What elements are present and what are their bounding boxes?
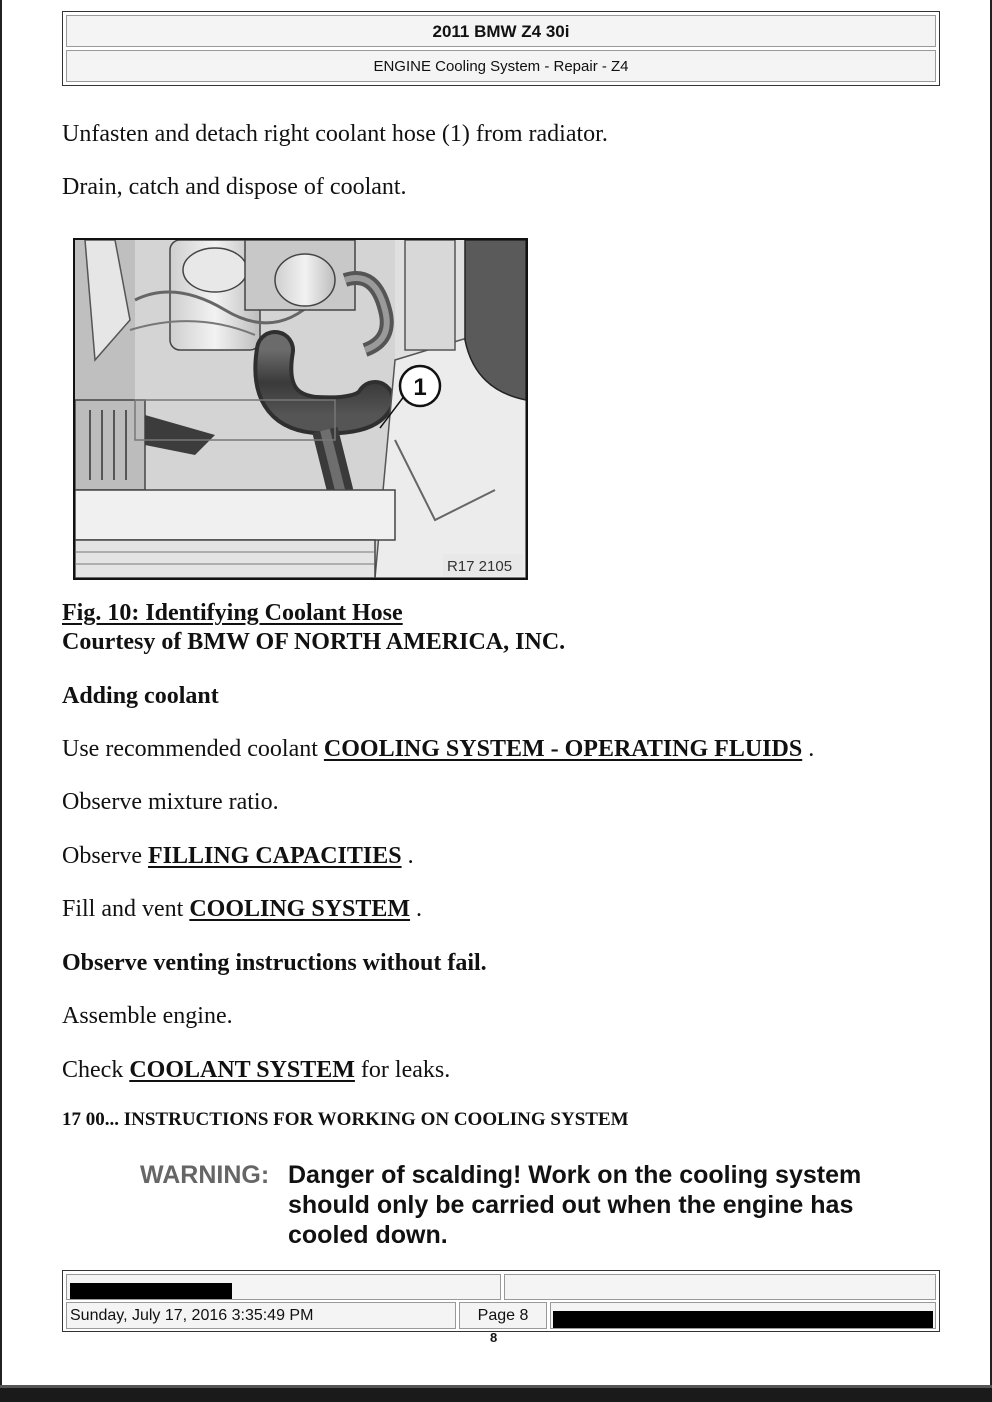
link-cooling-system-operating-fluids[interactable]: COOLING SYSTEM - OPERATING FLUIDS bbox=[323, 736, 803, 762]
step-fill-prefix: Fill and vent bbox=[62, 896, 184, 922]
section-title: 17 00... INSTRUCTIONS FOR WORKING ON COOLING SYSTEM bbox=[62, 1109, 629, 1130]
footer-cell-top-right bbox=[504, 1274, 936, 1300]
link-coolant-system[interactable]: COOLANT SYSTEM bbox=[129, 1057, 355, 1083]
link-cooling-system[interactable]: COOLING SYSTEM bbox=[189, 896, 411, 922]
figure-coolant-hose bbox=[73, 238, 528, 580]
redaction-bar bbox=[70, 1283, 232, 1299]
figure-courtesy: Courtesy of BMW OF NORTH AMERICA, INC. bbox=[62, 629, 566, 655]
step-use-prefix: Use recommended coolant bbox=[62, 736, 318, 762]
viewer-bottom-bar bbox=[0, 1385, 992, 1402]
document-subtitle: ENGINE Cooling System - Repair - Z4 bbox=[66, 50, 936, 82]
warning-text: Danger of scalding! Work on the cooling system should only be carried out when the engine has cooled down. bbox=[288, 1161, 862, 1249]
step-observe-suffix: . bbox=[407, 843, 414, 869]
footer-datetime: Sunday, July 17, 2016 3:35:49 PM bbox=[66, 1302, 456, 1329]
engine-bay-illustration bbox=[75, 240, 526, 578]
step-venting-instructions: Observe venting instructions without fail. bbox=[62, 950, 487, 976]
adding-coolant-heading: Adding coolant bbox=[62, 683, 219, 709]
figure-caption[interactable]: Fig. 10: Identifying Coolant Hose bbox=[62, 600, 403, 626]
footer-cell-bottom-right bbox=[550, 1302, 936, 1329]
step-mixture-ratio: Observe mixture ratio. bbox=[62, 789, 279, 815]
step-use-suffix: . bbox=[808, 736, 815, 762]
warning-label: WARNING: bbox=[140, 1161, 270, 1189]
step-fill-suffix: . bbox=[416, 896, 423, 922]
figure-code: R17 2105 bbox=[447, 558, 513, 575]
step-fill-vent bbox=[62, 895, 422, 923]
step-assemble-engine: Assemble engine. bbox=[62, 1003, 233, 1029]
step-check-suffix: for leaks. bbox=[360, 1057, 451, 1083]
document-title: 2011 BMW Z4 30i bbox=[66, 15, 936, 47]
redaction-bar bbox=[553, 1311, 933, 1328]
step-observe-capacities bbox=[62, 842, 414, 870]
link-filling-capacities[interactable]: FILLING CAPACITIES bbox=[147, 843, 402, 869]
footer-cell-top-left bbox=[66, 1274, 501, 1300]
step-check-leaks bbox=[62, 1056, 450, 1084]
document-header bbox=[62, 11, 940, 86]
step-drain-coolant: Drain, catch and dispose of coolant. bbox=[62, 174, 407, 200]
step-observe-prefix: Observe bbox=[62, 843, 142, 869]
step-check-prefix: Check bbox=[62, 1057, 124, 1083]
callout-number: 1 bbox=[413, 374, 427, 401]
document-footer bbox=[62, 1270, 940, 1332]
step-unfasten-hose: Unfasten and detach right coolant hose (1) from radiator. bbox=[62, 121, 608, 147]
page-number: 8 bbox=[490, 1330, 498, 1345]
footer-page: Page 8 bbox=[459, 1302, 547, 1329]
step-use-coolant bbox=[62, 735, 814, 763]
page-edge-left bbox=[0, 0, 2, 1385]
